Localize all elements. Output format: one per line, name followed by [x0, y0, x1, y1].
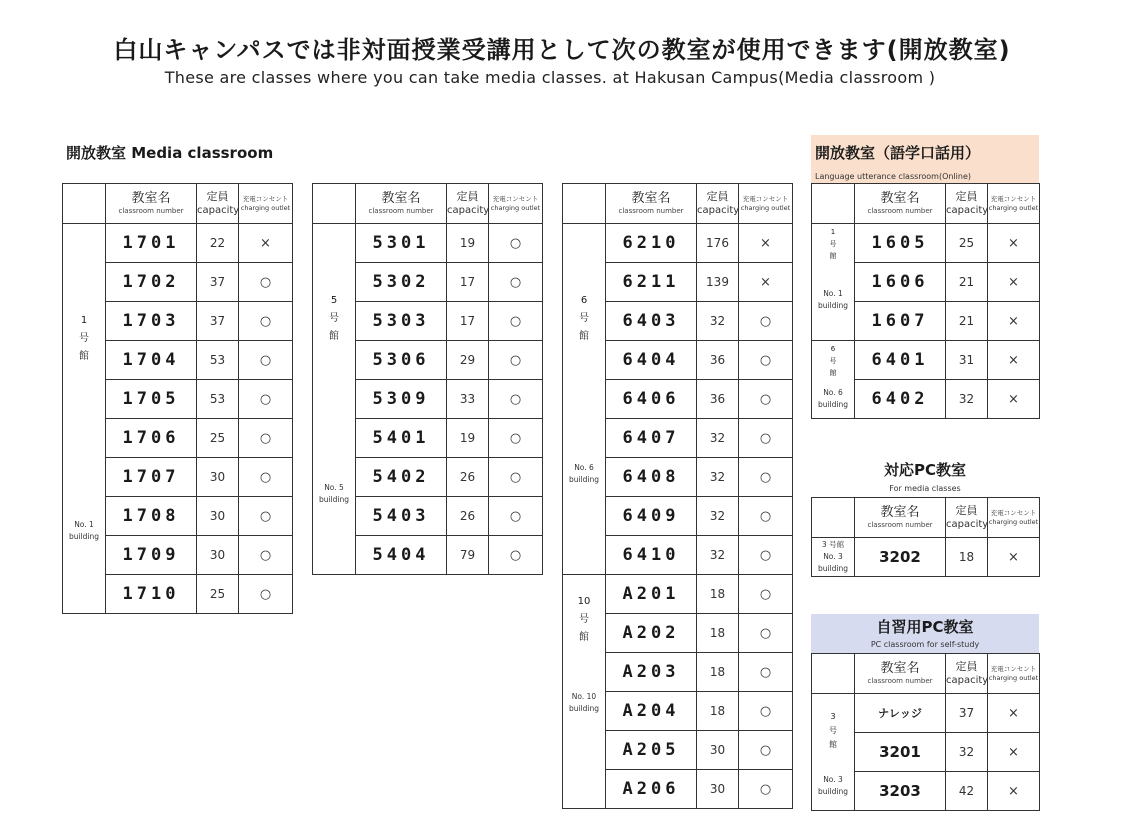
header-name-jp: 教室名 [880, 191, 920, 206]
building-label-jp [563, 593, 605, 647]
outlet-mark: ○ [489, 341, 543, 380]
room-capacity: 32 [697, 302, 739, 341]
building-label-jp [63, 312, 105, 366]
room-capacity: 42 [946, 772, 988, 811]
outlet-mark: ○ [489, 419, 543, 458]
header-name-en: classroom number [618, 207, 684, 215]
header-capacity-jp: 定員 [706, 190, 729, 203]
outlet-mark: ○ [239, 497, 293, 536]
header-name-en: classroom number [867, 521, 933, 529]
room-number: 6408 [606, 458, 697, 497]
header-outlet-jp: 充電コンセント [492, 194, 539, 203]
header-capacity-en: capacity [946, 519, 989, 530]
outlet-mark: ○ [739, 770, 793, 809]
header-capacity-jp: 定員 [456, 190, 479, 203]
building-label-en [63, 519, 105, 543]
building-label-en-line: No. 3 [823, 775, 843, 784]
room-number: 1702 [106, 263, 197, 302]
building-label-en [812, 387, 854, 411]
outlet-mark: × [739, 224, 793, 263]
room-capacity: 29 [447, 341, 489, 380]
outlet-mark: ○ [739, 419, 793, 458]
header-name-jp: 教室名 [381, 191, 421, 206]
header-outlet-en: charging outlet [988, 517, 1039, 526]
building-label-jp-line: 号 [329, 313, 339, 324]
header-name-jp: 教室名 [880, 505, 920, 520]
header-outlet [988, 184, 1040, 224]
outlet-mark: ○ [239, 419, 293, 458]
pc-table [811, 497, 1040, 577]
room-capacity: 18 [697, 614, 739, 653]
building-label-jp-line: 号 [579, 313, 589, 324]
building-label-jp-line: 号 [829, 726, 837, 735]
building-label [812, 341, 855, 419]
media-classroom-label: 開放教室 Media classroom [66, 144, 274, 162]
building-label-jp-line: 館 [579, 331, 589, 342]
outlet-mark: × [239, 224, 293, 263]
room-number: 5402 [356, 458, 447, 497]
room-capacity: 32 [697, 419, 739, 458]
building-label-en-line: No. 10 [571, 692, 597, 701]
outlet-mark: × [988, 224, 1040, 263]
room-number: A205 [606, 731, 697, 770]
table-header-row [812, 184, 1040, 224]
pc-title: 対応PC教室 [883, 461, 966, 479]
building-label-jp-line: 号 [829, 357, 837, 365]
table-row [812, 224, 1040, 263]
outlet-mark: ○ [739, 302, 793, 341]
room-capacity: 36 [697, 341, 739, 380]
building-label-en [563, 462, 605, 486]
header-outlet-en: charging outlet [240, 203, 291, 212]
outlet-mark: ○ [239, 458, 293, 497]
building-label-en-line: No. 1 [823, 289, 843, 298]
room-number: 1606 [855, 263, 946, 302]
room-capacity: 32 [946, 380, 988, 419]
table-row [313, 224, 543, 263]
outlet-mark: ○ [739, 497, 793, 536]
building-label-en [812, 288, 854, 312]
header-outlet-jp: 充電コンセント [990, 194, 1037, 203]
table-row [563, 575, 793, 614]
building-label-en-line: No. 1 [74, 520, 94, 529]
building-label-en-line: building [817, 301, 849, 310]
header-name-en: classroom number [368, 207, 434, 215]
room-number: 1710 [106, 575, 197, 614]
header-capacity [447, 184, 489, 224]
building-label-line: building [817, 564, 849, 573]
room-number: 1701 [106, 224, 197, 263]
room-number: 5401 [356, 419, 447, 458]
building-label [812, 538, 855, 577]
building-label-jp-line: 号 [829, 240, 837, 248]
header-outlet-jp: 充電コンセント [990, 664, 1037, 673]
outlet-mark: ○ [489, 302, 543, 341]
outlet-mark: ○ [739, 536, 793, 575]
room-number: 6407 [606, 419, 697, 458]
room-number: 6403 [606, 302, 697, 341]
table-row [812, 694, 1040, 733]
room-number: 1607 [855, 302, 946, 341]
language-panel [811, 135, 1039, 185]
header-capacity-jp: 定員 [206, 190, 229, 203]
table-header-row [313, 184, 543, 224]
room-number: 6402 [855, 380, 946, 419]
outlet-mark: ○ [239, 263, 293, 302]
room-number: 5302 [356, 263, 447, 302]
header-blank [812, 184, 855, 224]
room-number: 6211 [606, 263, 697, 302]
pc-subtitle: For media classes [889, 484, 961, 493]
room-capacity: 19 [447, 419, 489, 458]
room-capacity: 139 [697, 263, 739, 302]
header-blank [63, 184, 106, 224]
room-number: 1709 [106, 536, 197, 575]
building-label [812, 224, 855, 341]
room-number: 3201 [855, 733, 946, 772]
outlet-mark: × [988, 263, 1040, 302]
room-number: 5306 [356, 341, 447, 380]
page-subtitle: These are classes where you can take media classes. at Hakusan Campus(Media classroom ) [164, 68, 936, 87]
room-capacity: 30 [697, 770, 739, 809]
header-capacity-jp: 定員 [955, 504, 978, 517]
room-capacity: 17 [447, 302, 489, 341]
room-number: 1704 [106, 341, 197, 380]
header-capacity-en: capacity [197, 205, 240, 216]
room-number: ナレッジ [855, 694, 946, 733]
table-header-row [812, 498, 1040, 538]
building-label [812, 694, 855, 811]
building-label [63, 224, 106, 614]
building-label-lines [812, 539, 854, 575]
building-label-jp [812, 710, 854, 752]
header-capacity-jp: 定員 [955, 660, 978, 673]
building-label-en [812, 774, 854, 798]
building-label-jp-line: 3 [830, 712, 836, 721]
building-label-jp-line: 館 [829, 740, 837, 749]
building-label [563, 224, 606, 575]
room-number: A201 [606, 575, 697, 614]
outlet-mark: × [988, 538, 1040, 577]
room-number: 1707 [106, 458, 197, 497]
header-name-jp: 教室名 [631, 191, 671, 206]
room-capacity: 25 [946, 224, 988, 263]
room-number: 5403 [356, 497, 447, 536]
language-title: 開放教室（語学口話用） [815, 144, 981, 162]
building-label-jp-line: 館 [579, 632, 589, 643]
room-capacity: 31 [946, 341, 988, 380]
language-table [811, 183, 1040, 419]
room-capacity: 37 [197, 263, 239, 302]
outlet-mark: ○ [739, 380, 793, 419]
header-capacity-en: capacity [946, 675, 989, 686]
building-label-line: 3 号館 [821, 540, 845, 549]
selfstudy-subtitle: PC classroom for self-study [870, 640, 980, 649]
table-row [63, 224, 293, 263]
outlet-mark: ○ [489, 380, 543, 419]
room-number: 1605 [855, 224, 946, 263]
outlet-mark: × [988, 694, 1040, 733]
building-label-en-line: building [817, 787, 849, 796]
room-number: A203 [606, 653, 697, 692]
header-capacity [946, 184, 988, 224]
header-outlet [239, 184, 293, 224]
header-capacity-en: capacity [447, 205, 490, 216]
building-label-en [563, 691, 605, 715]
room-capacity: 32 [946, 733, 988, 772]
outlet-mark: × [739, 263, 793, 302]
room-capacity: 17 [447, 263, 489, 302]
room-capacity: 18 [697, 692, 739, 731]
header-capacity [197, 184, 239, 224]
room-number: 6401 [855, 341, 946, 380]
header-classroom [356, 184, 447, 224]
room-number: 5301 [356, 224, 447, 263]
outlet-mark: ○ [739, 614, 793, 653]
building-label-jp-line: 10 [577, 596, 591, 607]
room-number: 6406 [606, 380, 697, 419]
language-subtitle: Language utterance classroom(Online) [815, 172, 972, 181]
room-capacity: 19 [447, 224, 489, 263]
building-label-en-line: No. 5 [324, 483, 344, 492]
header-classroom [106, 184, 197, 224]
header-outlet-jp: 充電コンセント [990, 508, 1037, 517]
table-row [812, 341, 1040, 380]
room-capacity: 37 [946, 694, 988, 733]
header-outlet [489, 184, 543, 224]
header-classroom [606, 184, 697, 224]
outlet-mark: ○ [489, 263, 543, 302]
building-label-jp-line: 6 [580, 295, 588, 306]
building-label-jp [812, 226, 854, 262]
table-header-row [63, 184, 293, 224]
building-label-jp-line: 6 [830, 345, 836, 353]
header-capacity [697, 184, 739, 224]
outlet-mark: ○ [239, 536, 293, 575]
room-number: 3203 [855, 772, 946, 811]
header-outlet-jp: 充電コンセント [742, 194, 789, 203]
building-label-en-line: No. 6 [823, 388, 843, 397]
outlet-mark: × [988, 341, 1040, 380]
header-blank [563, 184, 606, 224]
room-number: A202 [606, 614, 697, 653]
header-blank [313, 184, 356, 224]
room-capacity: 33 [447, 380, 489, 419]
outlet-mark: × [988, 733, 1040, 772]
room-capacity: 37 [197, 302, 239, 341]
room-number: A204 [606, 692, 697, 731]
building-label-en-line: No. 6 [574, 463, 594, 472]
room-capacity: 21 [946, 263, 988, 302]
building-label-line: No. 3 [823, 552, 843, 561]
page-title: 白山キャンパスでは非対面授業受講用として次の教室が使用できます(開放教室) [113, 36, 1011, 64]
header-capacity-en: capacity [946, 205, 989, 216]
header-outlet [988, 654, 1040, 694]
selfstudy-panel [811, 614, 1039, 656]
room-capacity: 30 [697, 731, 739, 770]
header-blank [812, 654, 855, 694]
room-number: 6410 [606, 536, 697, 575]
outlet-mark: ○ [489, 458, 543, 497]
header-name-jp: 教室名 [880, 661, 920, 676]
building-label-en-line: building [318, 495, 350, 504]
building-label-jp-line: 1 [80, 315, 88, 326]
building-label-jp-line: 館 [79, 351, 89, 362]
building-6-10-table [562, 183, 793, 809]
building-label-en [313, 482, 355, 506]
outlet-mark: ○ [239, 575, 293, 614]
building-label-en-line: building [568, 475, 600, 484]
header-outlet-jp: 充電コンセント [242, 194, 289, 203]
building-label-en-line: building [68, 532, 100, 541]
header-classroom [855, 654, 946, 694]
outlet-mark: ○ [239, 380, 293, 419]
building-label-en-line: building [568, 704, 600, 713]
selfstudy-table [811, 653, 1040, 811]
room-capacity: 21 [946, 302, 988, 341]
building-label-jp-line: 館 [329, 331, 339, 342]
table-row [563, 224, 793, 263]
room-capacity: 18 [697, 653, 739, 692]
room-number: 6409 [606, 497, 697, 536]
room-capacity: 26 [447, 497, 489, 536]
room-capacity: 36 [697, 380, 739, 419]
building-1-table [62, 183, 293, 614]
room-capacity: 30 [197, 458, 239, 497]
header-capacity-en: capacity [697, 205, 740, 216]
header-classroom [855, 498, 946, 538]
outlet-mark: ○ [489, 224, 543, 263]
room-capacity: 30 [197, 497, 239, 536]
header-capacity [946, 498, 988, 538]
table-row [812, 538, 1040, 577]
selfstudy-title: 自習用PC教室 [876, 618, 974, 636]
building-label [563, 575, 606, 809]
room-number: 5309 [356, 380, 447, 419]
header-outlet [988, 498, 1040, 538]
room-number: 5404 [356, 536, 447, 575]
room-capacity: 22 [197, 224, 239, 263]
outlet-mark: ○ [739, 458, 793, 497]
room-number: 1706 [106, 419, 197, 458]
table-header-row [563, 184, 793, 224]
outlet-mark: ○ [489, 497, 543, 536]
building-label-jp [313, 292, 355, 346]
building-label-jp-line: 館 [829, 252, 837, 260]
outlet-mark: ○ [239, 302, 293, 341]
building-label-jp [812, 343, 854, 379]
header-capacity-jp: 定員 [955, 190, 978, 203]
outlet-mark: × [988, 380, 1040, 419]
room-number: 3202 [855, 538, 946, 577]
room-capacity: 176 [697, 224, 739, 263]
building-label-jp-line: 5 [330, 295, 338, 306]
outlet-mark: ○ [739, 731, 793, 770]
room-capacity: 25 [197, 575, 239, 614]
building-label [313, 224, 356, 575]
room-capacity: 32 [697, 536, 739, 575]
room-number: 1703 [106, 302, 197, 341]
header-outlet-en: charging outlet [988, 673, 1039, 682]
header-name-jp: 教室名 [131, 191, 171, 206]
header-outlet-en: charging outlet [490, 203, 541, 212]
header-outlet-en: charging outlet [988, 203, 1039, 212]
room-number: 5303 [356, 302, 447, 341]
room-capacity: 53 [197, 380, 239, 419]
room-capacity: 53 [197, 341, 239, 380]
table-header-row [812, 654, 1040, 694]
outlet-mark: ○ [739, 692, 793, 731]
outlet-mark: ○ [739, 575, 793, 614]
room-capacity: 79 [447, 536, 489, 575]
building-label-en-line: building [817, 400, 849, 409]
header-classroom [855, 184, 946, 224]
header-name-en: classroom number [867, 677, 933, 685]
building-label-jp-line: 号 [79, 333, 89, 344]
room-capacity: 25 [197, 419, 239, 458]
room-capacity: 32 [697, 458, 739, 497]
outlet-mark: ○ [739, 341, 793, 380]
building-label-jp-line: 館 [829, 369, 837, 377]
header-capacity [946, 654, 988, 694]
room-number: 1705 [106, 380, 197, 419]
room-capacity: 32 [697, 497, 739, 536]
outlet-mark: ○ [739, 653, 793, 692]
building-label-jp-line: 号 [579, 614, 589, 625]
room-capacity: 18 [697, 575, 739, 614]
outlet-mark: ○ [239, 341, 293, 380]
header-outlet [739, 184, 793, 224]
room-number: 6404 [606, 341, 697, 380]
header-name-en: classroom number [867, 207, 933, 215]
building-label-jp [563, 292, 605, 346]
room-capacity: 26 [447, 458, 489, 497]
room-capacity: 18 [946, 538, 988, 577]
room-capacity: 30 [197, 536, 239, 575]
header-outlet-en: charging outlet [740, 203, 791, 212]
building-label-jp-line: 1 [830, 228, 836, 236]
outlet-mark: × [988, 772, 1040, 811]
room-number: A206 [606, 770, 697, 809]
outlet-mark: ○ [489, 536, 543, 575]
outlet-mark: × [988, 302, 1040, 341]
header-blank [812, 498, 855, 538]
room-number: 1708 [106, 497, 197, 536]
room-number: 6210 [606, 224, 697, 263]
building-5-table [312, 183, 543, 575]
header-name-en: classroom number [118, 207, 184, 215]
